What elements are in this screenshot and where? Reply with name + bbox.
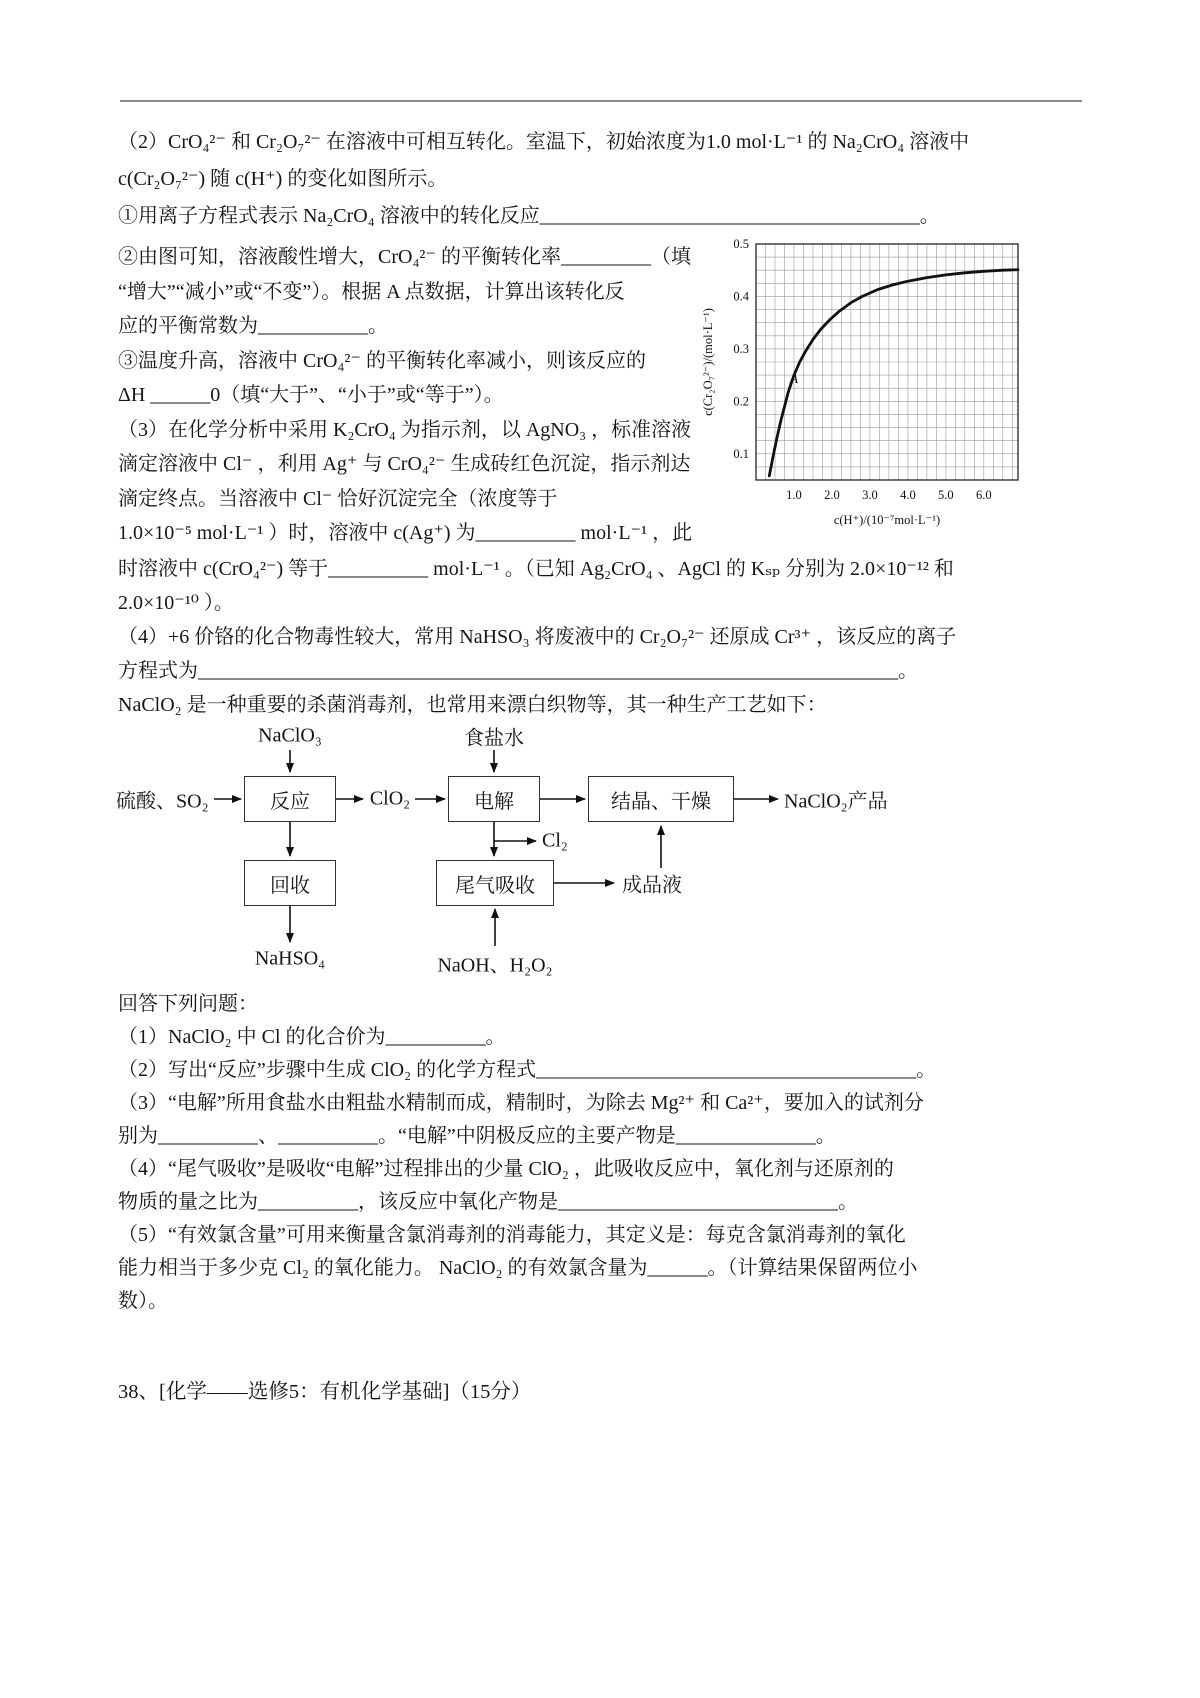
- svg-text:0.1: 0.1: [733, 446, 749, 461]
- svg-text:0.2: 0.2: [733, 394, 749, 409]
- text-line: NaClO₂ 是一种重要的杀菌消毒剂，也常用来漂白织物等，其一种生产工艺如下：: [118, 694, 827, 716]
- text-line: c(Cr₂O₇²⁻) 随 c(H⁺) 的变化如图所示。: [118, 168, 448, 190]
- svg-text:4.0: 4.0: [900, 488, 916, 502]
- text-line: 方程式为______________________________________________________________________。: [118, 660, 918, 682]
- flow-label-brine: 食盐水: [464, 727, 524, 750]
- text-line: ΔH ______0（填“大于”、“小于”或“等于”）。: [118, 384, 504, 406]
- svg-text:0.4: 0.4: [733, 289, 749, 304]
- svg-text:A: A: [789, 370, 799, 386]
- question-38-heading: 38、[化学——选修5：有机化学基础]（15分）: [118, 1381, 532, 1403]
- text-line: 应的平衡常数为___________。: [118, 315, 388, 337]
- text-line: “增大”“减小”或“不变”）。根据 A 点数据，计算出该转化反: [118, 280, 625, 303]
- text-line: （1）NaClO₂ 中 Cl 的化合价为__________。: [118, 1026, 506, 1048]
- flow-box-crystallization: [588, 776, 734, 822]
- flow-label-naclo2-product: NaClO₂产品: [784, 790, 888, 813]
- flow-arrows: [112, 716, 1092, 982]
- equilibrium-chart: [698, 232, 1028, 532]
- text-line: 时溶液中 c(CrO₄²⁻) 等于__________ mol·L⁻¹ 。（已知 Ag₂CrO₄ 、AgCl 的 Kₛₚ 分别为 2.0×10⁻¹² 和: [118, 558, 954, 580]
- flow-label-cl2: Cl₂: [542, 829, 568, 852]
- svg-text:3.0: 3.0: [862, 488, 878, 502]
- flow-label-clo2: ClO₂: [369, 787, 411, 810]
- flow-box-recovery: [244, 860, 336, 906]
- flow-label-finished-liquid: 成品液: [622, 874, 682, 897]
- flow-label-naclo3: NaClO₃: [258, 724, 322, 747]
- process-flow-diagram: [112, 716, 1092, 982]
- flow-box-label: 回收: [270, 874, 310, 897]
- text-line: 回答下列问题：: [118, 993, 258, 1015]
- header-divider: [120, 100, 1082, 102]
- flow-label-sulfuric-so2: 硫酸、SO₂: [116, 790, 209, 813]
- text-line: （4）“尾气吸收”是吸收“电解”过程排出的少量 ClO₂ ，此吸收反应中，氧化剂与还原剂的: [118, 1158, 894, 1180]
- chart-canvas: [698, 232, 1028, 532]
- svg-text:6.0: 6.0: [976, 488, 992, 502]
- text-line: ①用离子方程式表示 Na₂CrO₄ 溶液中的转化反应______________________________________。: [118, 205, 940, 227]
- text-line: 能力相当于多少克 Cl₂ 的氧化能力。 NaClO₂ 的有效氯含量为______。（计算结果保留两位小: [118, 1257, 918, 1279]
- paragraph-block-intro: [118, 124, 1093, 235]
- svg-text:c(H⁺)/(10⁻⁷mol·L⁻¹): c(H⁺)/(10⁻⁷mol·L⁻¹): [833, 513, 941, 527]
- questions-block: [118, 988, 1108, 1318]
- text-line: ③温度升高，溶液中 CrO₄²⁻ 的平衡转化率减小，则该反应的: [118, 349, 646, 372]
- text-line: 1.0×10⁻⁵ mol·L⁻¹ ）时，溶液中 c(Ag⁺) 为__________ mol·L⁻¹ ，此: [118, 522, 693, 544]
- flow-box-label: 结晶、干燥: [611, 790, 711, 813]
- svg-text:1.0: 1.0: [786, 488, 802, 502]
- text-line: （3）“电解”所用食盐水由粗盐水精制而成，精制时，为除去 Mg²⁺ 和 Ca²⁺，要加入的试剂分: [118, 1092, 924, 1114]
- flow-label-naoh-h2o2: NaOH、H₂O₂: [437, 954, 553, 977]
- flow-box-reaction: [244, 776, 336, 822]
- text-line: （3）在化学分析中采用 K₂CrO₄ 为指示剂，以 AgNO₃ ，标准溶液: [118, 418, 692, 441]
- paragraph-block-beside-chart: [118, 240, 703, 551]
- svg-text:c(Cr₂O₇²⁻)/(mol·L⁻¹): c(Cr₂O₇²⁻)/(mol·L⁻¹): [701, 308, 715, 416]
- text-line: （5）“有效氯含量”可用来衡量含氯消毒剂的消毒能力，其定义是：每克含氯消毒剂的氧化: [118, 1224, 906, 1246]
- svg-text:0.3: 0.3: [733, 341, 749, 356]
- text-line: 物质的量之比为__________，该反应中氧化产物是____________________________。: [118, 1191, 858, 1213]
- flow-box-electrolysis: [448, 776, 540, 822]
- text-line: （2）CrO₄²⁻ 和 Cr₂O₇²⁻ 在溶液中可相互转化。室温下，初始浓度为1.0 mol·L⁻¹ 的 Na₂CrO₄ 溶液中: [118, 131, 970, 153]
- text-line: 2.0×10⁻¹⁰ ）。: [118, 592, 234, 614]
- svg-text:5.0: 5.0: [938, 488, 954, 502]
- paragraph-block-after-chart: [118, 552, 1093, 722]
- text-line: （4）+6 价铬的化合物毒性较大，常用 NaHSO₃ 将废液中的 Cr₂O₇²⁻ 还原成 Cr³⁺ ，该反应的离子: [118, 626, 957, 648]
- flow-box-tail-gas: [436, 860, 554, 906]
- svg-text:2.0: 2.0: [824, 488, 840, 502]
- text-line: 别为__________、__________。“电解”中阴极反应的主要产物是______________。: [118, 1125, 836, 1147]
- text-line: 滴定终点。当溶液中 Cl⁻ 恰好沉淀完全（浓度等于: [118, 487, 558, 510]
- text-line: 滴定溶液中 Cl⁻ ，利用 Ag⁺ 与 CrO₄²⁻ 生成砖红色沉淀，指示剂达: [118, 453, 691, 475]
- flow-box-label: 尾气吸收: [455, 874, 535, 897]
- text-line: 数）。: [118, 1290, 168, 1312]
- text-line: ②由图可知，溶液酸性增大，CrO₄²⁻ 的平衡转化率_________（填: [118, 246, 691, 268]
- svg-text:0.5: 0.5: [733, 237, 749, 251]
- flow-label-nahso4: NaHSO₄: [254, 947, 326, 970]
- flow-box-label: 反应: [270, 790, 310, 813]
- text-line: （2）写出“反应”步骤中生成 ClO₂ 的化学方程式______________________________________。: [118, 1059, 937, 1081]
- flow-box-label: 电解: [474, 790, 514, 813]
